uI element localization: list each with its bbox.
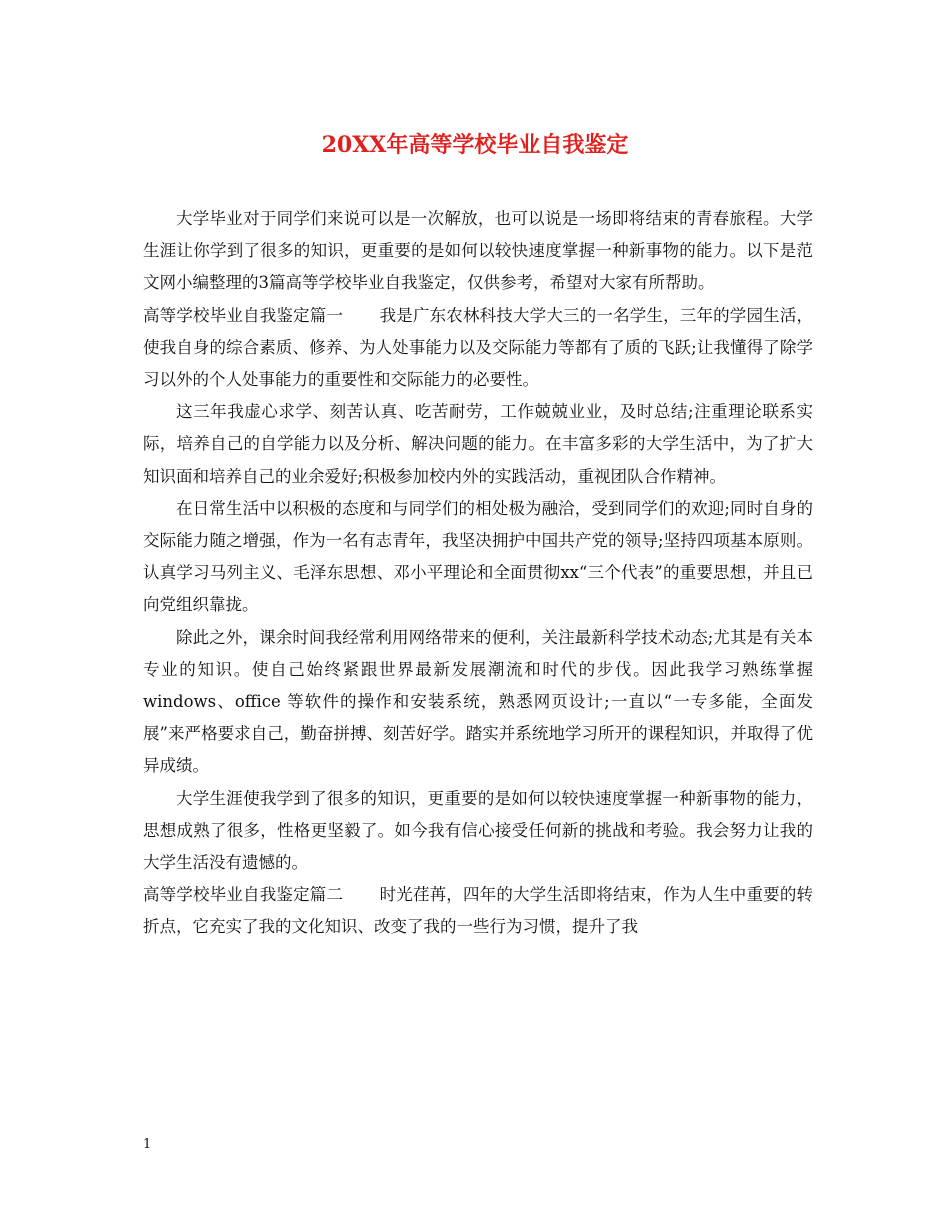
section-1-heading: 高等学校毕业自我鉴定篇一 (143, 305, 344, 325)
section-2-first-paragraph (143, 879, 813, 943)
document-title: 20XX年高等学校毕业自我鉴定 (321, 132, 629, 158)
section-1-paragraph-3: 除此之外，课余时间我经常利用网络带来的便利，关注最新科学技术动态;尤其是有关本专业的知识。使自己始终紧跟世界最新发展潮流和时代的步伐。因此我学习熟练掌握windows、office 等软件的操作和安装系统，熟悉网页设计;一直以“一专多能，全面发展”来严格要求自己，勤奋拼搏、刻苦好学。踏实并系统地学习所开的课程知识，并取得了优异成绩。 (143, 627, 813, 776)
section-2-first-text: 时光荏苒，四年的大学生活即将结束，作为人生中重要的转折点，它充实了我的文化知识、改变了我的一些行为习惯，提升了我 (143, 885, 814, 937)
section-1-first-text: 我是广东农林科技大学大三的一名学生，三年的学园生活，使我自身的综合素质、修养、为人处事能力以及交际能力等都有了质的飞跃;让我懂得了除学习以外的个人处事能力的重要性和交际能力的必要性。 (143, 305, 814, 390)
section-2-heading: 高等学校毕业自我鉴定篇二 (143, 885, 344, 905)
section-1-paragraph-2: 在日常生活中以积极的态度和与同学们的相处极为融洽，受到同学们的欢迎;同时自身的交际能力随之增强，作为一名有志青年，我坚决拥护中国共产党的领导;坚持四项基本原则。认真学习马列主义、毛泽东思想、邓小平理论和全面贯彻xx“三个代表”的重要思想，并且已向党组织靠拢。 (143, 498, 813, 615)
page-number: 1 (143, 1137, 152, 1152)
section-1-paragraph-4: 大学生涯使我学到了很多的知识，更重要的是如何以较快速度掌握一种新事物的能力，思想成熟了很多，性格更坚毅了。如今我有信心接受任何新的挑战和考验。我会努力让我的大学生活没有遗憾的。 (143, 788, 813, 873)
section-1-first-paragraph (143, 300, 813, 397)
section-1-paragraph-1: 这三年我虚心求学、刻苦认真、吃苦耐劳，工作兢兢业业，及时总结;注重理论联系实际，培养自己的自学能力以及分析、解决问题的能力。在丰富多彩的大学生活中，为了扩大知识面和培养自己的业余爱好;积极参加校内外的实践活动，重视团队合作精神。 (143, 402, 813, 486)
document-body (143, 203, 813, 944)
intro-paragraph: 大学毕业对于同学们来说可以是一次解放，也可以说是一场即将结束的青春旅程。大学生涯让你学到了很多的知识，更重要的是如何以较快速度掌握一种新事物的能力。以下是范文网小编整理的3篇高等学校毕业自我鉴定，仅供参考，希望对大家有所帮助。 (143, 209, 813, 293)
